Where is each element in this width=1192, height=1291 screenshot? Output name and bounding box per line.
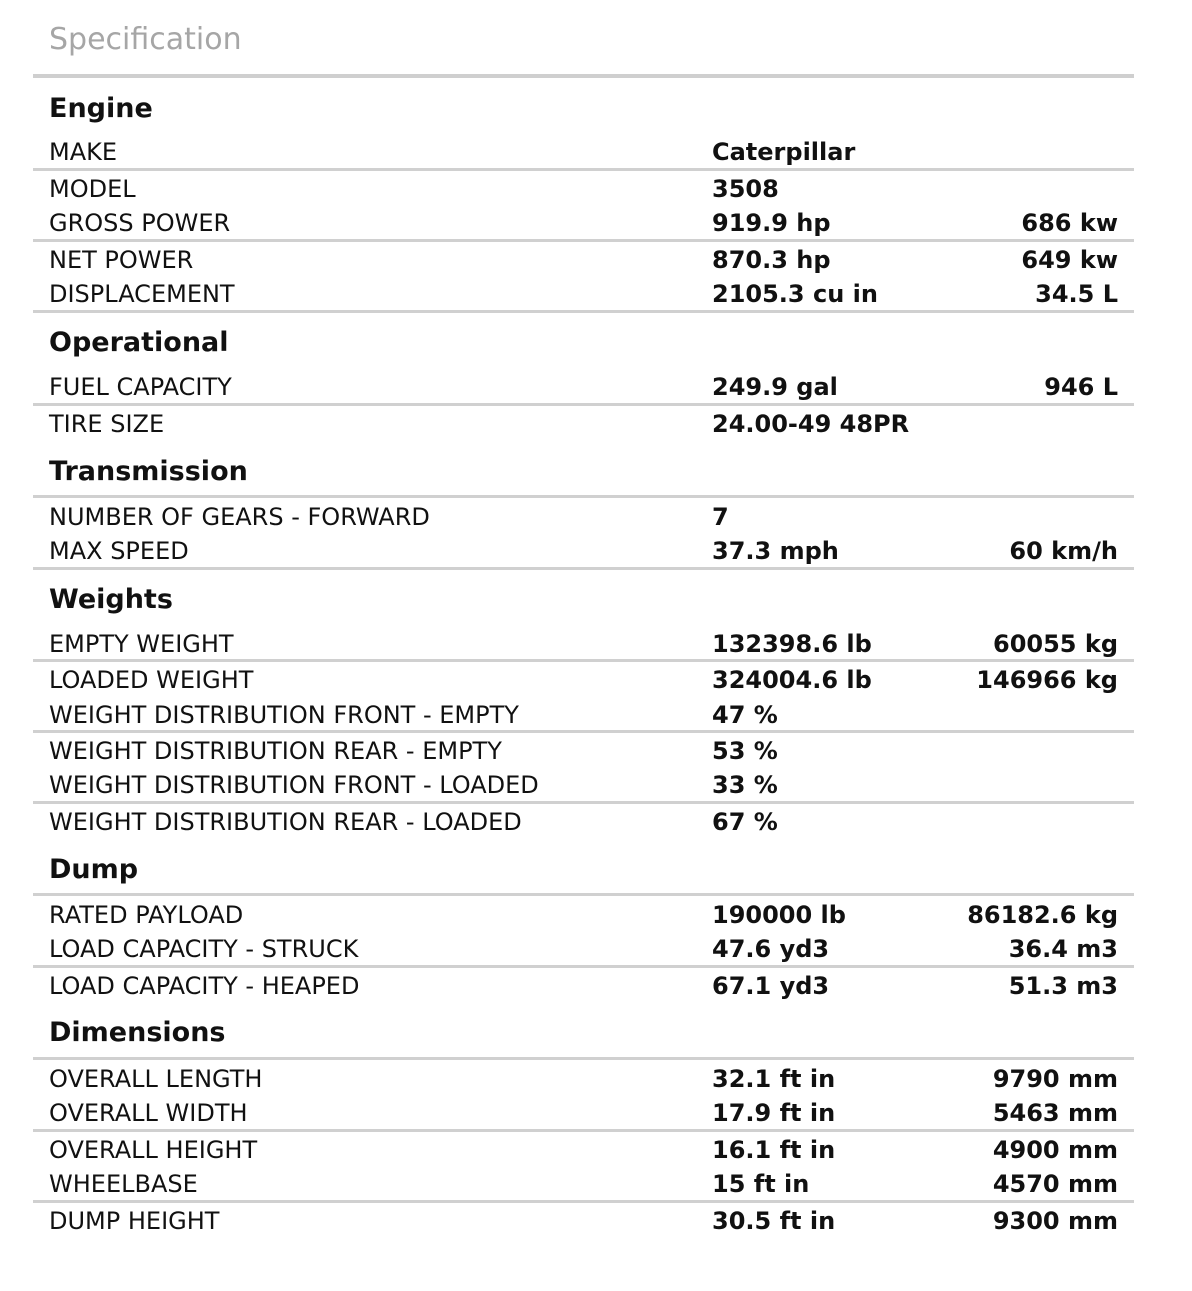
spec-value-dump-height-imperial: 30.5 ft in	[712, 1207, 836, 1235]
spec-label-max-speed: MAX SPEED	[49, 537, 189, 565]
spec-value-displacement-metric: 34.5 L	[1035, 280, 1118, 308]
spec-value-wheelbase-metric: 4570 mm	[992, 1170, 1118, 1198]
section-weights-title: Weights	[49, 584, 173, 615]
spec-value-load-capacity-heaped-metric: 51.3 m3	[1008, 972, 1118, 1000]
spec-value-overall-width-metric: 5463 mm	[992, 1099, 1118, 1127]
spec-value-rated-payload-metric: 86182.6 kg	[967, 901, 1118, 929]
spec-value-dist-rear-empty: 53 %	[712, 737, 778, 765]
spec-label-rated-payload: RATED PAYLOAD	[49, 901, 244, 929]
spec-value-dist-front-loaded: 33 %	[712, 771, 778, 799]
spec-label-dist-front-empty: WEIGHT DISTRIBUTION FRONT - EMPTY	[49, 701, 519, 729]
spec-label-net-power: NET POWER	[49, 246, 194, 274]
page-title: Specification	[49, 22, 242, 57]
section-divider	[33, 495, 1134, 498]
spec-value-dist-front-empty: 47 %	[712, 701, 778, 729]
row-divider	[33, 168, 1134, 171]
spec-value-max-speed-metric: 60 km/h	[1009, 537, 1118, 565]
spec-label-dist-rear-loaded: WEIGHT DISTRIBUTION REAR - LOADED	[49, 808, 522, 836]
spec-value-overall-height-imperial: 16.1 ft in	[712, 1136, 836, 1164]
spec-value-dist-rear-loaded: 67 %	[712, 808, 778, 836]
section-engine-title: Engine	[49, 93, 153, 124]
section-divider	[33, 893, 1134, 896]
spec-label-make: MAKE	[49, 138, 118, 166]
spec-value-tire-size: 24.00-49 48PR	[712, 410, 910, 438]
spec-value-empty-weight-imperial: 132398.6 lb	[712, 630, 872, 658]
spec-label-tire-size: TIRE SIZE	[49, 410, 165, 438]
spec-value-displacement-imperial: 2105.3 cu in	[712, 280, 878, 308]
spec-label-gears-forward: NUMBER OF GEARS - FORWARD	[49, 503, 430, 531]
row-divider	[33, 239, 1134, 242]
row-divider	[33, 965, 1134, 968]
title-divider	[33, 74, 1134, 78]
spec-value-max-speed-imperial: 37.3 mph	[712, 537, 839, 565]
section-operational-title: Operational	[49, 327, 229, 358]
spec-value-overall-height-metric: 4900 mm	[992, 1136, 1118, 1164]
spec-label-load-capacity-heaped: LOAD CAPACITY - HEAPED	[49, 972, 360, 1000]
spec-value-dump-height-metric: 9300 mm	[992, 1207, 1118, 1235]
spec-value-gears-forward: 7	[712, 503, 729, 531]
spec-value-net-power-imperial: 870.3 hp	[712, 246, 831, 274]
spec-value-overall-width-imperial: 17.9 ft in	[712, 1099, 836, 1127]
spec-label-overall-height: OVERALL HEIGHT	[49, 1136, 258, 1164]
spec-value-rated-payload-imperial: 190000 lb	[712, 901, 846, 929]
section-divider	[33, 310, 1134, 313]
section-dimensions-title: Dimensions	[49, 1017, 226, 1048]
spec-value-model: 3508	[712, 175, 779, 203]
spec-label-dump-height: DUMP HEIGHT	[49, 1207, 220, 1235]
spec-value-net-power-metric: 649 kw	[1021, 246, 1118, 274]
section-divider	[33, 1057, 1134, 1060]
spec-label-fuel-capacity: FUEL CAPACITY	[49, 373, 232, 401]
spec-label-model: MODEL	[49, 175, 136, 203]
spec-label-load-capacity-struck: LOAD CAPACITY - STRUCK	[49, 935, 359, 963]
spec-value-make: Caterpillar	[712, 138, 856, 166]
row-divider	[33, 403, 1134, 406]
spec-label-overall-length: OVERALL LENGTH	[49, 1065, 263, 1093]
spec-label-loaded-weight: LOADED WEIGHT	[49, 666, 254, 694]
spec-label-dist-rear-empty: WEIGHT DISTRIBUTION REAR - EMPTY	[49, 737, 502, 765]
section-dump-title: Dump	[49, 854, 139, 885]
spec-value-fuel-capacity-imperial: 249.9 gal	[712, 373, 838, 401]
section-divider	[33, 567, 1134, 570]
spec-value-empty-weight-metric: 60055 kg	[993, 630, 1118, 658]
spec-label-overall-width: OVERALL WIDTH	[49, 1099, 248, 1127]
spec-value-wheelbase-imperial: 15 ft in	[712, 1170, 810, 1198]
row-divider	[33, 1129, 1134, 1132]
spec-label-empty-weight: EMPTY WEIGHT	[49, 630, 234, 658]
spec-value-overall-length-metric: 9790 mm	[992, 1065, 1118, 1093]
row-divider	[33, 801, 1134, 804]
row-divider	[33, 659, 1134, 662]
spec-value-loaded-weight-imperial: 324004.6 lb	[712, 666, 872, 694]
spec-label-displacement: DISPLACEMENT	[49, 280, 235, 308]
spec-value-load-capacity-struck-imperial: 47.6 yd3	[712, 935, 830, 963]
spec-label-dist-front-loaded: WEIGHT DISTRIBUTION FRONT - LOADED	[49, 771, 539, 799]
spec-label-wheelbase: WHEELBASE	[49, 1170, 198, 1198]
spec-value-load-capacity-struck-metric: 36.4 m3	[1008, 935, 1118, 963]
spec-value-gross-power-imperial: 919.9 hp	[712, 209, 831, 237]
spec-value-overall-length-imperial: 32.1 ft in	[712, 1065, 836, 1093]
row-divider	[33, 730, 1134, 733]
spec-label-gross-power: GROSS POWER	[49, 209, 231, 237]
spec-value-fuel-capacity-metric: 946 L	[1044, 373, 1118, 401]
spec-value-load-capacity-heaped-imperial: 67.1 yd3	[712, 972, 830, 1000]
row-divider	[33, 1200, 1134, 1203]
spec-value-loaded-weight-metric: 146966 kg	[976, 666, 1118, 694]
section-transmission-title: Transmission	[49, 456, 248, 487]
spec-value-gross-power-metric: 686 kw	[1021, 209, 1118, 237]
